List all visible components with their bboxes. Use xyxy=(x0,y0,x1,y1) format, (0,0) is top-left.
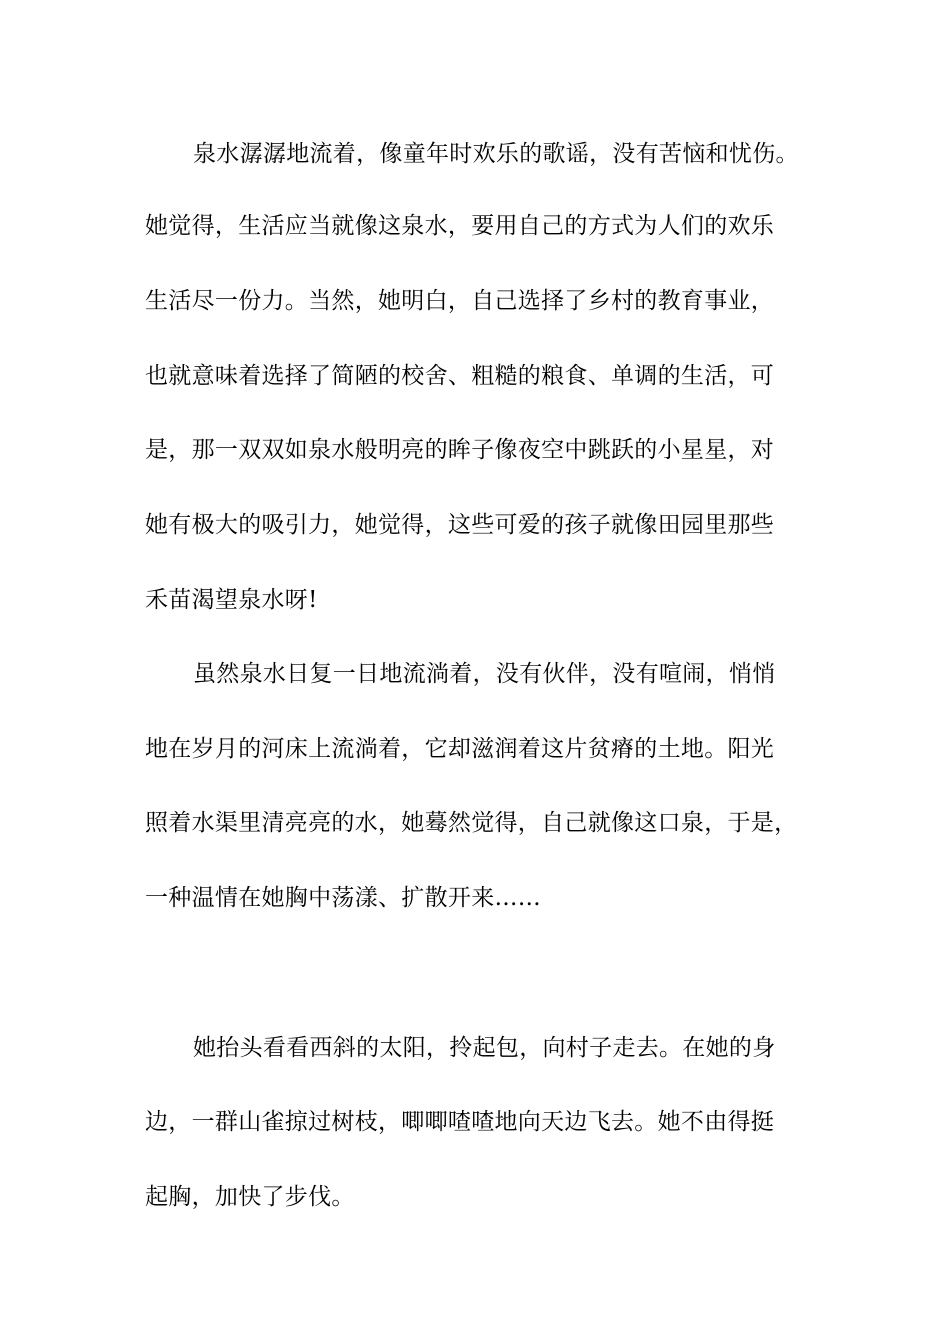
paragraph-1-line-7: 禾苗渴望泉水呀! xyxy=(145,587,318,613)
paragraph-1-line-3: 生活尽一份力。当然，她明白，自己选择了乡村的教育事业， xyxy=(145,288,775,314)
paragraph-1-line-6: 她有极大的吸引力，她觉得，这些可爱的孩子就像田园里那些 xyxy=(145,512,775,538)
paragraph-2-line-1: 虽然泉水日复一日地流淌着，没有伙伴，没有喧闹，悄悄 xyxy=(193,661,776,687)
paragraph-1-line-1: 泉水潺潺地流着，像童年时欢乐的歌谣，没有苦恼和忧伤。 xyxy=(193,141,799,167)
paragraph-1-line-2: 她觉得，生活应当就像这泉水，要用自己的方式为人们的欢乐 xyxy=(145,213,775,239)
paragraph-2-line-4: 一种温情在她胸中荡漾、扩散开来…… xyxy=(145,885,542,911)
paragraph-3-line-3: 起胸，加快了步伐。 xyxy=(145,1184,355,1210)
paragraph-1-line-5: 是，那一双双如泉水般明亮的眸子像夜空中跳跃的小星星，对 xyxy=(145,437,775,463)
paragraph-2-line-2: 地在岁月的河床上流淌着，它却滋润着这片贫瘠的土地。阳光 xyxy=(145,736,775,762)
paragraph-1-line-4: 也就意味着选择了简陋的校舍、粗糙的粮食、单调的生活，可 xyxy=(145,363,775,389)
paragraph-3-line-2: 边，一群山雀掠过树枝，唧唧喳喳地向天边飞去。她不由得挺 xyxy=(145,1109,775,1135)
paragraph-3-line-1: 她抬头看看西斜的太阳，拎起包，向村子走去。在她的身 xyxy=(193,1035,776,1061)
paragraph-2-line-3: 照着水渠里清亮亮的水，她蓦然觉得，自己就像这口泉，于是， xyxy=(145,810,798,836)
